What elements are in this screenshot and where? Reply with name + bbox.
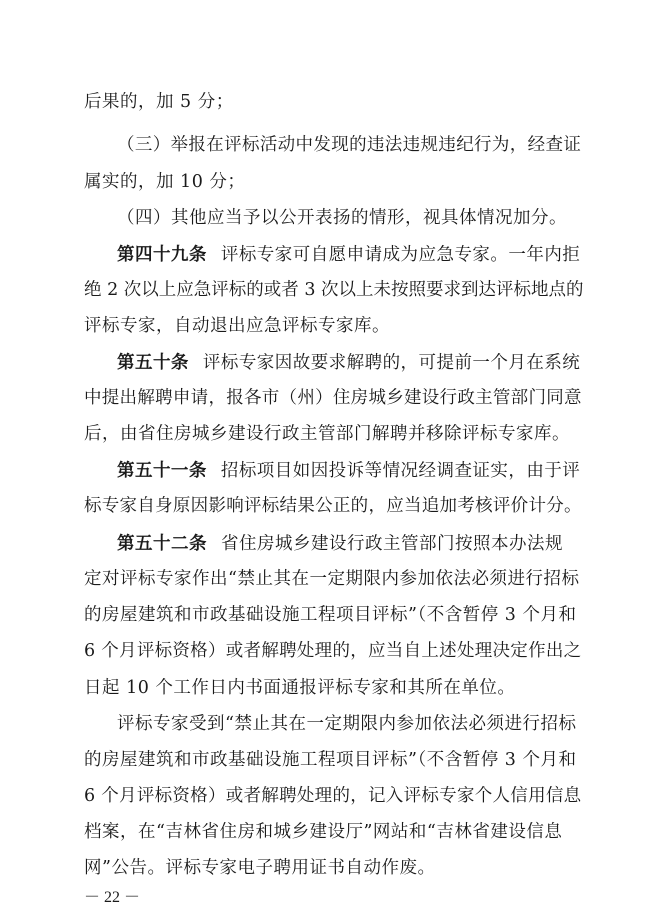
text-line [84, 784, 581, 808]
paragraph-text: 评标专家可自愿申请成为应急专家。一年内拒 [220, 245, 581, 265]
paragraph-text: 网”公告。评标专家电子聘用证书自动作废。 [84, 858, 436, 878]
article-heading: 第五十二条 [117, 534, 207, 554]
text-line [84, 748, 576, 772]
text-line [84, 676, 515, 700]
paragraph-text: 绝 2 次以上应急评标的或者 3 次以上未按照要求到达评标地点的 [84, 280, 584, 300]
text-line [84, 494, 582, 518]
paragraph-text: 后，由省住房城乡建设行政主管部门解聘并移除评标专家库。 [84, 424, 570, 444]
text-line [84, 278, 584, 302]
text-line [117, 712, 576, 736]
article-heading: 第四十九条 [117, 245, 207, 265]
text-line [84, 422, 570, 446]
paragraph-text: 后果的，加 5 分； [84, 92, 234, 112]
paragraph-text: 评标专家，自动退出应急评标专家库。 [84, 316, 390, 336]
text-line [84, 170, 245, 194]
text-line [84, 639, 581, 663]
text-line [117, 243, 580, 267]
text-line [84, 386, 582, 410]
text-line [117, 532, 563, 556]
paragraph-text: 的房屋建筑和市政基础设施工程项目评标”（不含暂停 3 个月和 [84, 605, 577, 625]
paragraph-text: 省住房城乡建设行政主管部门按照本办法规 [221, 534, 563, 554]
text-line [84, 820, 562, 844]
text-line [117, 206, 567, 230]
paragraph-text: （四）其他应当予以公开表扬的情形，视具体情况加分。 [117, 208, 567, 228]
text-line [84, 90, 234, 114]
paragraph-text: （三）举报在评标活动中发现的违法违规违纪行为，经查证 [117, 135, 582, 155]
text-line [84, 567, 579, 591]
paragraph-text: 6 个月评标资格）或者解聘处理的，应当自上述处理决定作出之 [84, 641, 582, 661]
paragraph-text: 的房屋建筑和市政基础设施工程项目评标”（不含暂停 3 个月和 [84, 750, 577, 770]
text-line [84, 314, 390, 338]
text-line [84, 856, 435, 880]
page-number: － 22 － [84, 889, 141, 906]
text-line [117, 133, 581, 157]
text-line [117, 459, 580, 483]
paragraph-text: 标专家自身原因影响评标结果公正的，应当追加考核评价计分。 [84, 496, 582, 516]
paragraph-text: 评标专家受到“禁止其在一定期限内参加依法必须进行招标 [117, 714, 577, 734]
text-line [117, 351, 580, 375]
article-heading: 第五十条 [117, 353, 189, 373]
article-heading: 第五十一条 [117, 461, 207, 481]
paragraph-text: 招标项目如因投诉等情况经调查证实，由于评 [220, 461, 581, 481]
paragraph-text: 6 个月评标资格）或者解聘处理的，记入评标专家个人信用信息 [84, 786, 582, 806]
paragraph-text: 档案，在“吉林省住房和城乡建设厅”网站和“吉林省建设信息 [84, 822, 563, 842]
paragraph-text: 日起 10 个工作日内书面通报评标专家和其所在单位。 [84, 678, 516, 698]
text-line [84, 603, 576, 627]
paragraph-text: 属实的，加 10 分； [84, 172, 246, 192]
paragraph-text: 中提出解聘申请，报各市（州）住房城乡建设行政主管部门同意 [84, 388, 582, 408]
paragraph-text: 定对评标专家作出“禁止其在一定期限内参加依法必须进行招标 [84, 569, 580, 589]
paragraph-text: 评标专家因故要求解聘的，可提前一个月在系统 [202, 353, 581, 373]
